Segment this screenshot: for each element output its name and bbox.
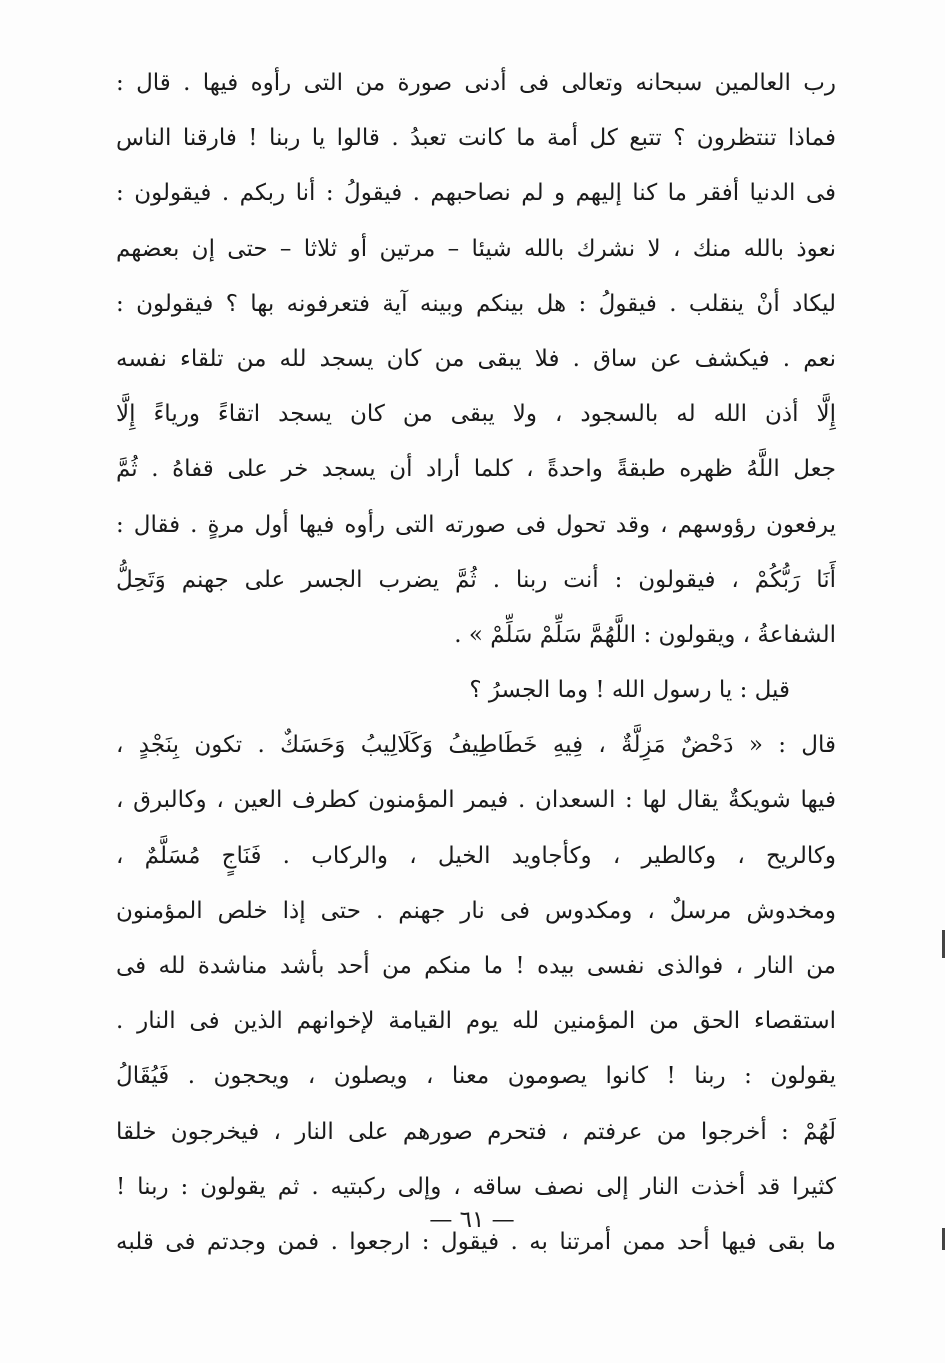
text-line-9: يرفعون رؤوسهم ، وقد تحول فى صورته التى رأوه فيها أول مرةٍ . فقال :: [116, 511, 836, 538]
text-line-7: إِلَّا أذن الله له بالسجود ، ولا يبقى من كان يسجد اتقاءً ورياءً إِلَّا: [116, 401, 836, 428]
text-line-10: أَنَا رَبُّكُمْ ، فيقولون : أنت ربنا . ثُمَّ يضرب الجسر على جهنم وَتَحِلُّ: [116, 566, 836, 593]
text-line-18: استقصاء الحق من المؤمنين لله يوم القيامة لإخوانهم الذين فى النار .: [116, 1008, 836, 1035]
text-line-21: كثيرا قد أخذت النار إلى نصف ساقه ، وإلى ركبتيه . ثم يقولون : ربنا !: [116, 1173, 836, 1200]
text-line-5: ليكاد أنْ ينقلب . فيقولُ : هل بينكم وبينه آية فتعرفونه بها ؟ فيقولون :: [116, 290, 836, 317]
text-line-20: لَهُمْ : أخرجوا من عرفتم ، فتحرم صورهم على النار ، فيخرجون خلقا: [116, 1118, 836, 1145]
text-line-2: فماذا تنتظرون ؟ تتبع كل أمة ما كانت تعبدُ . قالوا يا ربنا ! فارقنا الناس: [116, 125, 836, 152]
text-line-12: قيل : يا رسول الله ! وما الجسرُ ؟: [469, 677, 790, 704]
text-line-8: جعل اللَّهُ ظهره طبقةً واحدةً ، كلما أراد أن يسجد خر على قفاهُ . ثُمَّ: [116, 456, 836, 483]
text-line-6: نعم . فيكشف عن ساق . فلا يبقى من كان يسجد لله من تلقاء نفسه: [116, 345, 836, 372]
text-line-4: نعوذ بالله منك ، لا نشرك بالله شيئا – مرتين أو ثلاثا – حتى إن بعضهم: [116, 235, 836, 262]
page-number: — ٦١ —: [429, 1207, 515, 1233]
text-line-1: رب العالمين سبحانه وتعالى فى أدنى صورة من التى رأوه فيها . قال :: [116, 70, 836, 96]
text-line-3: فى الدنيا أفقر ما كنا إليهم و لم نصاحبهم . فيقولُ : أنا ربكم . فيقولون :: [116, 180, 836, 207]
text-line-19: يقولون : ربنا ! كانوا يصومون معنا ، ويصلون ، ويحجون . فَيُقَالُ: [116, 1063, 836, 1090]
text-line-17: من النار ، فوالذى نفسى بيده ! ما منكم من أحد بأشد مناشدة لله فى: [116, 953, 836, 979]
text-line-16: ومخدوش مرسلٌ ، ومكدوس فى نار جهنم . حتى إذا خلص المؤمنون: [116, 897, 836, 924]
text-line-13: قال : « دَحْضٌ مَزِلَّةٌ ، فِيهِ خَطَاطِيفُ وَكَلَالِيبُ وَحَسَكٌ . تكون بِنَجْدٍ ،: [116, 732, 836, 759]
text-line-11: الشفاعةُ ، ويقولون : اللَّهُمَّ سَلِّمْ سَلِّمْ » .: [454, 621, 836, 648]
text-line-15: وكالريح ، وكالطير ، وكأجاويد الخيل ، والركاب . فَنَاجٍ مُسَلَّمٌ ،: [116, 842, 836, 869]
body-text: [116, 56, 836, 1270]
text-line-22: ما بقى فيها أحد ممن أمرتنا به . فيقول : ارجعوا . فمن وجدتم فى قلبه: [116, 1228, 836, 1255]
text-line-14: فيها شويكةٌ يقال لها : السعدان . فيمر المؤمنون كطرف العين ، وكالبرق ،: [116, 787, 836, 814]
